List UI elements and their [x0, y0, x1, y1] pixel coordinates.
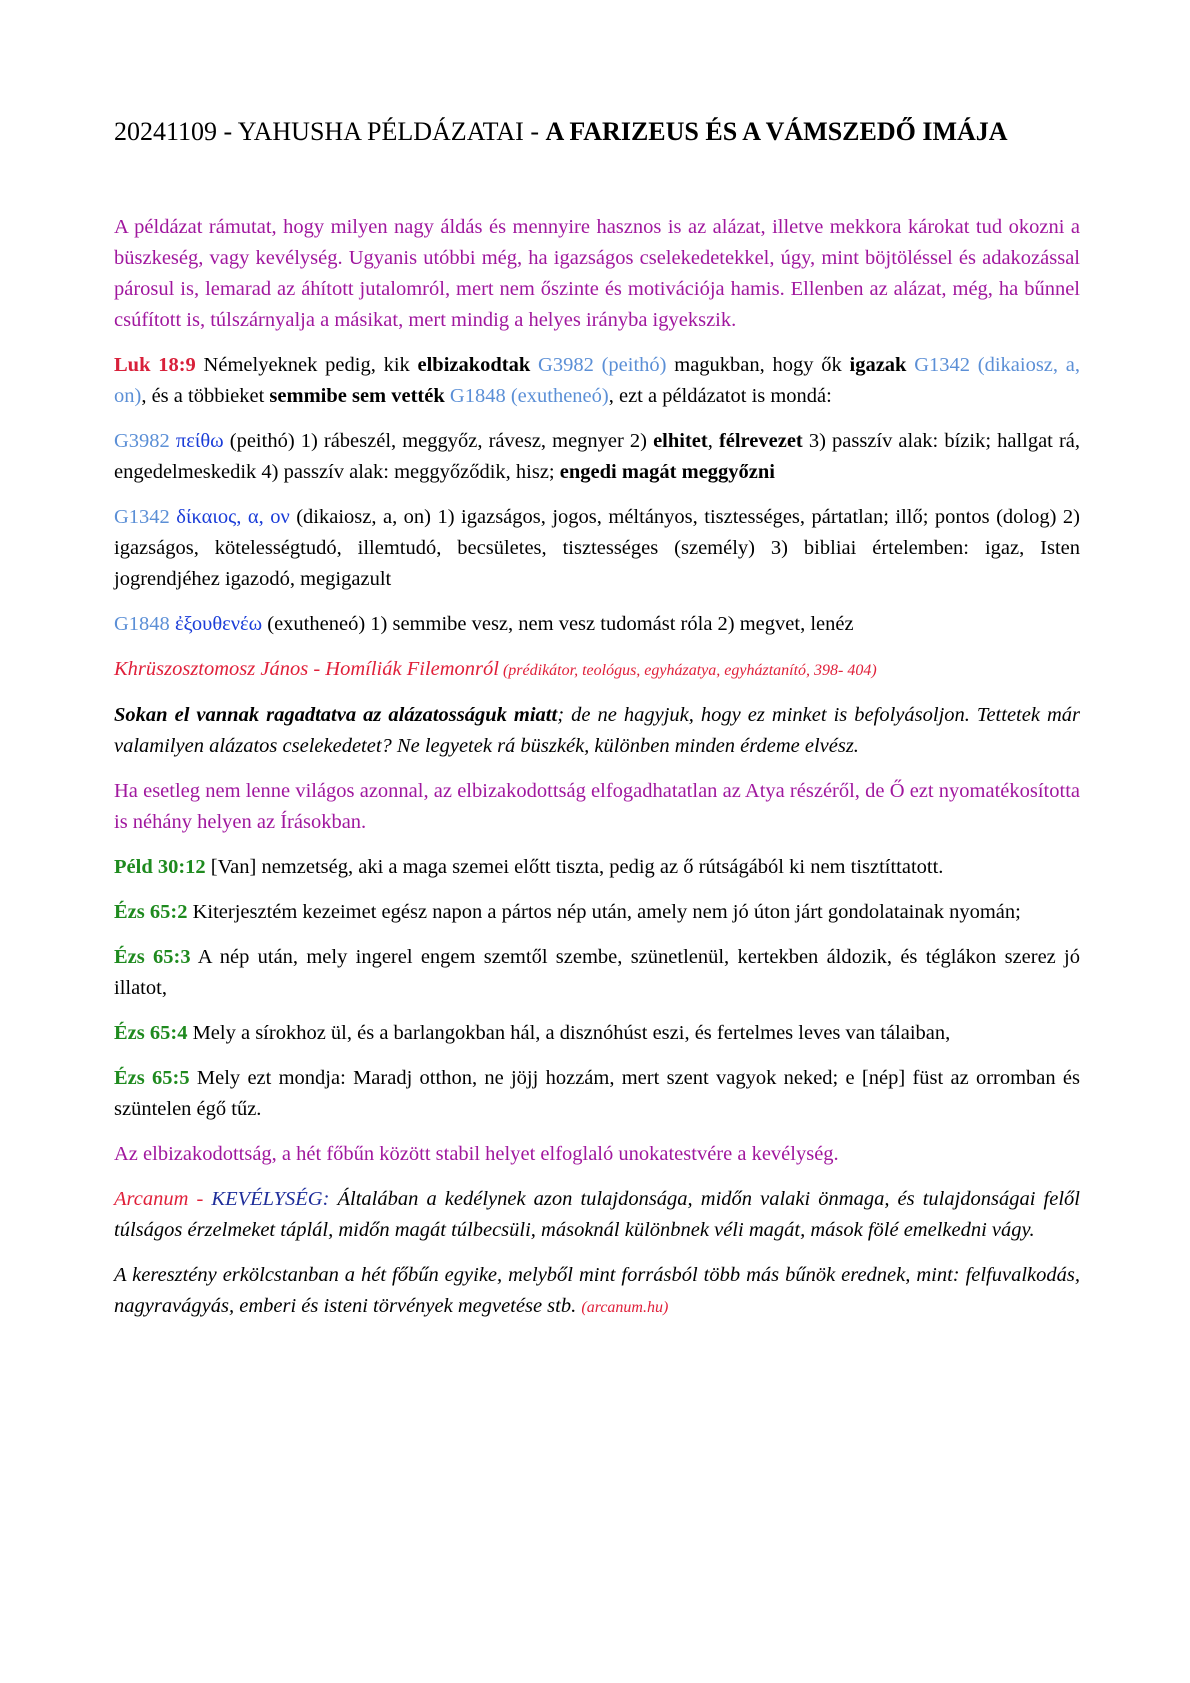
verse-text: , és a többieket [141, 385, 270, 407]
strong-ref: G1342 (dikaiosz, a, on) [114, 354, 1081, 407]
page-title [114, 116, 1094, 148]
verse-emphasis: elbizakodtak [417, 354, 531, 376]
verse-text: A nép után, mely ingerel engem szemtől szembe, szünetlenül, kertekben áldozik, és téglákon szerez jó illatot, [114, 946, 1081, 999]
strong-entry-g3982 [114, 426, 1080, 488]
verse-text: Mely ezt mondja: Maradj otthon, ne jöjj hozzám, mert szent vagyok neked; e [nép] füst az orromban és szüntelen égő tűz. [114, 1067, 1080, 1120]
strong-entry-g1848 [114, 609, 1080, 640]
verse-text: , ezt a példázatot is mondá: [608, 385, 832, 407]
intro-paragraph: A példázat rámutat, hogy milyen nagy áldás és mennyire hasznos is az alázat, illetve mekkora károkat tud okozni a büszkeség, vagy kevélység. Ugyanis utóbbi még, ha igazságos cselekedetekkel, úgy, mint böjtöléssel és adakozással párosul is, lemarad az áhított jutalomról, mert nem őszinte és motivációja hamis. Ellenben az alázat, még, ha bűnnel csúfított is, túlszárnyalja a másikat, mert mindig a helyes irányba igyekszik. [114, 216, 1080, 331]
definition-text: , [707, 430, 719, 452]
definition-text: (peithó) 1) rábeszél, meggyőz, rávesz, megnyer 2) [223, 430, 654, 452]
verse-item [114, 897, 1080, 928]
strong-code: G1848 [114, 613, 170, 635]
verse-ref: Ézs 65:5 [114, 1067, 190, 1089]
definition-emphasis: elhitet [653, 430, 708, 452]
strong-code: G1342 [114, 506, 170, 528]
definition-text: Általában a kedélynek azon tulajdonsága, midőn valaki önmaga, és tulajdonságai felől túlságos érzelmeket táplál, midőn magát túlbecsüli, másoknál különbnek véli magát, mások fölé emelkedni vágy. [114, 1188, 1080, 1241]
verse-ref: Ézs 65:4 [114, 1022, 188, 1044]
greek-word: δίκαιος, α, ον [169, 506, 290, 528]
title-main: A FARIZEUS ÉS A VÁMSZEDŐ IMÁJA [545, 117, 1008, 146]
greek-word: ἐξουθενέω [169, 613, 263, 635]
definition-text: 3) passzív alak: bízik; hallgat rá, engedelmeskedik 4) passzív alak: meggyőződik, hisz; [114, 430, 1080, 483]
verse-item [114, 942, 1080, 1004]
strong-code: G3982 [114, 430, 170, 452]
arcanum-definition [114, 1184, 1080, 1246]
verse-ref: Péld 30:12 [114, 856, 206, 878]
quote-emphasis: Sokan el vannak ragadtatva az alázatosságuk miatt [114, 704, 558, 726]
verse-emphasis: semmibe sem vették [269, 385, 445, 407]
verse-ref: Ézs 65:2 [114, 901, 188, 923]
bridge-paragraph-1: Ha esetleg nem lenne világos azonnal, az elbizakodottság elfogadhatatlan az Atya részéről, de Ő ezt nyomatékosította is néhány helyen az Írásokban. [114, 780, 1080, 833]
strong-ref: G3982 (peithó) [530, 354, 675, 376]
bridge-paragraph-2: Az elbizakodottság, a hét főbűn között stabil helyet elfoglaló unokatestvére a kevélység. [114, 1143, 839, 1165]
strong-ref: G1848 (exutheneó) [444, 385, 609, 407]
source-link: (arcanum.hu) [581, 1299, 669, 1316]
verse-ref: Ézs 65:3 [114, 946, 191, 968]
verse-text: Mely a sírokhoz ül, és a barlangokban hál, a disznóhúst eszi, és fertelmes leves van tálaiban, [187, 1022, 951, 1044]
definition-text: (dikaiosz, a, on) 1) igazságos, jogos, méltányos, tisztességes, pártatlan; illő; pontos (dolog) 2) igazságos, kötelességtudó, illemtudó, becsületes, tisztességes (személy) 3) bibliai értelemben: igaz, Isten jogrendjéhez igazodó, megigazult [114, 506, 1080, 590]
source-name: Khrüszosztomosz János - Homíliák Filemonról [114, 658, 499, 680]
source-note: (prédikátor, teológus, egyházatya, egyháztanító, 398- 404) [498, 662, 877, 679]
verse-text: Némelyeknek pedig, kik [195, 354, 418, 376]
quote-text: ; de ne hagyjuk, hogy ez minket is befolyásoljon. Tettetek már valamilyen alázatos cselekedetet? Ne legyetek rá büszkék, különben minden érdeme elvész. [114, 704, 1081, 757]
verse-text: magukban, hogy ők [674, 354, 850, 376]
verse-item [114, 1018, 1080, 1049]
verse-emphasis: igazak [849, 354, 907, 376]
document-body [114, 212, 1080, 1337]
definition-term: KEVÉLYSÉG: [211, 1188, 330, 1210]
quote-source [114, 654, 1080, 686]
definition-emphasis: engedi magát meggyőzni [559, 461, 775, 483]
definition-text: A keresztény erkölcstanban a hét főbűn egyike, melyből mint forrásból több más bűnök erednek, mint: felfuvalkodás, nagyravágyás, emberi és isteni törvények megvetése stb. [114, 1264, 1080, 1317]
verse-text: Kiterjesztém kezeimet egész napon a pártos nép után, amely nem jó úton járt gondolatainak nyomán; [187, 901, 1021, 923]
verse-text: [Van] nemzetség, aki a maga szemei előtt tiszta, pedig az ő rútságából ki nem tisztíttatott. [205, 856, 944, 878]
verse-item [114, 1063, 1080, 1125]
strong-entry-g1342 [114, 502, 1080, 595]
verse-item [114, 852, 1080, 883]
greek-word: πείθω [169, 430, 224, 452]
definition-text: (exutheneó) 1) semmibe vesz, nem vesz tudomást róla 2) megvet, lenéz [262, 613, 854, 635]
verse-ref: Luk 18:9 [114, 354, 196, 376]
arcanum-definition-2 [114, 1260, 1080, 1323]
luke-verse [114, 350, 1080, 412]
title-prefix: 20241109 - YAHUSHA PÉLDÁZATAI - [114, 117, 546, 146]
source-name: Arcanum - [114, 1188, 212, 1210]
chrysostom-quote [114, 700, 1080, 762]
definition-emphasis: félrevezet [718, 430, 803, 452]
